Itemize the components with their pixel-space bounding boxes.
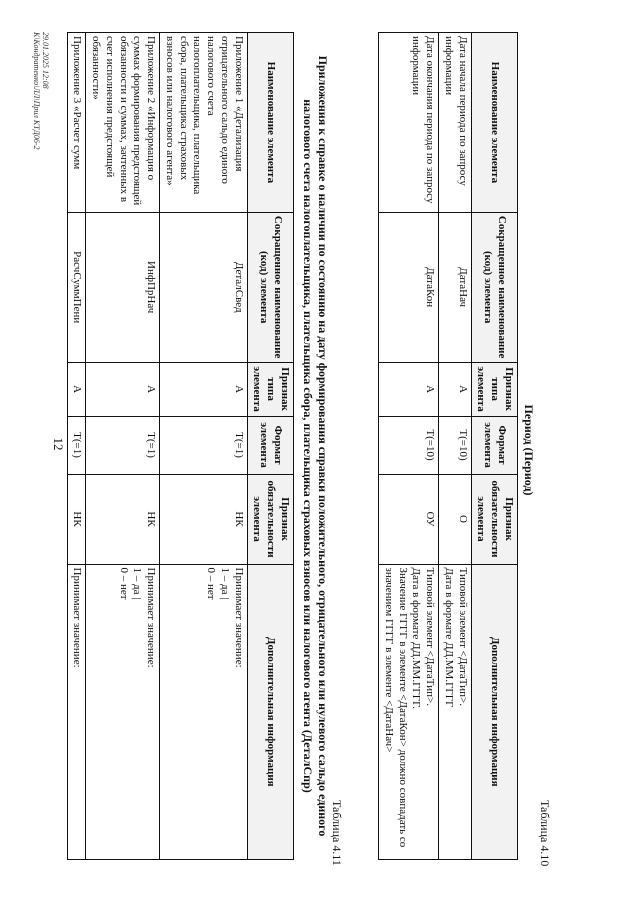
table-row <box>86 33 160 860</box>
table-row <box>160 33 248 860</box>
page-number: 12 <box>51 437 66 451</box>
cell-info: Принимает значение: 1 – да | 0 – нет <box>160 564 248 859</box>
cell-type: А <box>86 362 160 416</box>
table-header-row <box>247 33 293 860</box>
table-4-11 <box>67 32 294 860</box>
cell-required: НК <box>160 474 248 564</box>
cell-info: Типовой элемент <ДатаТип>. Дата в формате ДД.ММ.ГГГГ <box>439 564 472 860</box>
cell-format: T(=1) <box>160 416 248 474</box>
cell-format: T(=1) <box>86 416 160 474</box>
cell-required: НК <box>86 474 160 564</box>
cell-type: А <box>439 362 472 416</box>
header-element-info: Дополнительная информация <box>247 564 293 859</box>
header-element-required: Признак обязательности элемента <box>247 474 293 564</box>
header-element-code: Сокращенное наименование (код) элемента <box>471 212 517 362</box>
cell-type: А <box>160 362 248 416</box>
table-row <box>67 33 86 860</box>
cell-info: Типовой элемент <ДатаТип>. Дата в формате ДД.ММ.ГГГГ. Значение ГГГГ в элементе <ДатаКон> должно совпадать со значением ГГГГ в элементе <ДатаНач> <box>379 564 439 860</box>
header-element-format: Формат элемента <box>247 416 293 474</box>
header-element-required: Признак обязательности элемента <box>471 474 517 564</box>
table-row <box>439 33 472 860</box>
cell-code: ИнфПрНач <box>86 212 160 362</box>
table-4-10-label: Таблица 4.10 <box>538 800 552 867</box>
cell-code: ДеталСвед <box>160 212 248 362</box>
header-element-format: Формат элемента <box>471 416 517 474</box>
table-row <box>379 33 439 860</box>
cell-required: О <box>439 474 472 564</box>
cell-type: А <box>379 362 439 416</box>
cell-format: T(=1) <box>67 416 86 474</box>
header-element-name: Наименование элемента <box>247 33 293 213</box>
cell-format: T(=10) <box>379 416 439 474</box>
table-4-11-label: Таблица 4.11 <box>330 800 344 866</box>
cell-info: Принимает значение: 1 – да | 0 – нет <box>86 564 160 859</box>
cell-code: РасчСуммПени <box>67 212 86 362</box>
header-element-code: Сокращенное наименование (код) элемента <box>247 212 293 362</box>
cell-name: Дата окончания периода по запросу информации <box>379 33 439 213</box>
table-4-11-caption: Приложения к справке о наличии по состоянию на дату формирования справки положительного, отрицательного или нулевого сальдо единого налогового счета налогоплательщика, плательщика сбора, плательщика страховых взносов или налогового агента (ДеталСпр) <box>301 55 330 837</box>
cell-code: ДатаКон <box>379 212 439 362</box>
cell-code: ДатаНач <box>439 212 472 362</box>
cell-required: НК <box>67 474 86 564</box>
cell-name: Приложение 1 «Детализация отрицательного сальдо единого налогового счета налогоплательщика, плательщика сбора, плательщика страховых взносов или налогового агента» <box>160 33 248 213</box>
cell-name: Дата начала периода по запросу информации <box>439 33 472 213</box>
header-element-type: Признак типа элемента <box>247 362 293 416</box>
cell-name: Приложение 3 «Расчет сумм <box>67 33 86 213</box>
cell-required: ОУ <box>379 474 439 564</box>
header-element-name: Наименование элемента <box>471 33 517 213</box>
table-4-10 <box>378 32 518 860</box>
table-4-10-caption: Период (Период) <box>522 404 536 496</box>
cell-format: T(=10) <box>439 416 472 474</box>
table-header-row <box>471 33 517 860</box>
cell-info: Принимает значение: <box>67 564 86 859</box>
cell-name: Приложение 2 «Информация о суммах формирования предстоящей обязанности и суммах, зачтенных в счет исполнения предстоящей обязанности» <box>86 33 160 213</box>
footer-stamp: 29.01.2025 12:08 К\Кондратенко\ЛЛ\Прил КТД06-2 <box>32 32 50 150</box>
header-element-type: Признак типа элемента <box>471 362 517 416</box>
cell-type: А <box>67 362 86 416</box>
header-element-info: Дополнительная информация <box>471 564 517 860</box>
